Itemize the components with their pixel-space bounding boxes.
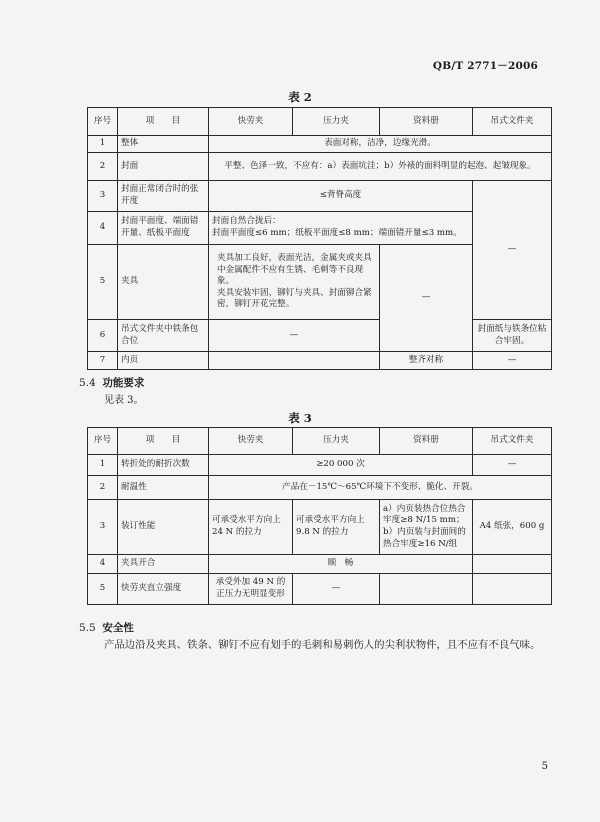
row-item: 封面平面度、端面错开量、纸板平面度 [118, 212, 209, 245]
section-5-4-text: 见表 3。 [104, 395, 144, 406]
row-item: 封面正常闭合时的张开度 [118, 181, 209, 212]
section-5-5-text: 产品边沿及夹具、铁条、铆钉不应有划手的毛刺和易刺伤人的尖利状物件，且不应有不良气味。 [104, 639, 541, 651]
dash-cell: — [473, 352, 552, 370]
row-cell: A4 纸张，600 g [473, 500, 552, 555]
table-3 [87, 427, 552, 605]
row-cell: 承受外加 49 N 的正压力无明显变形 [209, 574, 293, 605]
row-item: 封面 [118, 153, 209, 181]
row-no: 5 [88, 574, 118, 605]
dash-cell: — [473, 455, 552, 476]
row-item: 夹具 [118, 245, 209, 320]
header-no: 序号 [88, 428, 118, 455]
header-item: 项 目 [118, 428, 209, 455]
dash-cell: — [209, 320, 380, 352]
empty-cell [209, 352, 380, 370]
row-no: 4 [88, 555, 118, 574]
table2-title: 表 2 [288, 90, 312, 104]
row-content: 顺 畅 [209, 555, 473, 574]
section-5-5: 5.5 安全性 [79, 622, 134, 634]
row-item: 转折处的耐折次数 [118, 455, 209, 476]
row-no: 7 [88, 352, 118, 370]
standard-number: QB/T 2771－2006 [432, 60, 538, 72]
header-yalijia: 压力夹 [293, 428, 380, 455]
dash-cell: — [473, 181, 552, 320]
page-number: 5 [541, 761, 548, 772]
dash-cell: — [293, 574, 380, 605]
header-diaoshi: 吊式文件夹 [473, 108, 552, 136]
header-ziliaoce: 资料册 [380, 108, 473, 136]
header-item: 项 目 [118, 108, 209, 136]
row-cell: 可承受水平方向上 9.8 N 的拉力 [293, 500, 380, 555]
row-content: 封面自然合拢后： 封面平面度≤6 mm；纸板平面度≤8 mm；端面错开量≤3 mm。 [209, 212, 473, 245]
row-item: 装订性能 [118, 500, 209, 555]
row-no: 3 [88, 181, 118, 212]
header-yalijia: 压力夹 [293, 108, 380, 136]
row-item: 耐温性 [118, 476, 209, 500]
row-content: ≤背脊高度 [209, 181, 473, 212]
empty-cell [473, 555, 552, 574]
table3-title: 表 3 [288, 411, 312, 425]
row-content: 产品在－15℃～65℃环境下不变形、脆化、开裂。 [209, 476, 552, 500]
row-no: 3 [88, 500, 118, 555]
row-no: 4 [88, 212, 118, 245]
empty-cell [473, 574, 552, 605]
header-kuailaojia: 快劳夹 [209, 108, 293, 136]
row-no: 1 [88, 136, 118, 153]
row-cell: 可承受水平方向上 24 N 的拉力 [209, 500, 293, 555]
row-content: 封面纸与铁条位粘合牢固。 [473, 320, 552, 352]
row-item: 夹具开合 [118, 555, 209, 574]
header-ziliaoce: 资料册 [380, 428, 473, 455]
row-no: 2 [88, 476, 118, 500]
empty-cell [380, 574, 473, 605]
row-content: ≥20 000 次 [209, 455, 473, 476]
header-kuailaojia: 快劳夹 [209, 428, 293, 455]
row-item: 内页 [118, 352, 209, 370]
row-no: 2 [88, 153, 118, 181]
row-content: 夹具加工良好，表面光洁，金属夹或夹具中金属配件不应有生锈、毛刺等不良现象。 夹具安装牢固，铆钉与夹具、封面铆合紧密，铆钉开花完整。 [209, 245, 380, 320]
header-diaoshi: 吊式文件夹 [473, 428, 552, 455]
row-cell: a）内页装热合位热合牢度≥8 N/15 mm； b）内页装与封面间的热合牢度≥16 N/组 [380, 500, 473, 555]
row-content: 整齐对称 [380, 352, 473, 370]
section-5-4: 5.4 功能要求 [79, 377, 145, 389]
row-item: 吊式文件夹中铁条包合位 [118, 320, 209, 352]
header-no: 序号 [88, 108, 118, 136]
row-content: 平整、色泽一致，不应有：a）表面坑洼；b）外裱的面料明显的起泡、起皱现象。 [209, 153, 552, 181]
row-item: 快劳夹直立强度 [118, 574, 209, 605]
row-content: 表面对称，洁净，边缘光滑。 [209, 136, 552, 153]
row-no: 5 [88, 245, 118, 320]
row-no: 1 [88, 455, 118, 476]
row-no: 6 [88, 320, 118, 352]
row-item: 整体 [118, 136, 209, 153]
dash-cell: — [380, 245, 473, 352]
table-2 [87, 107, 552, 370]
